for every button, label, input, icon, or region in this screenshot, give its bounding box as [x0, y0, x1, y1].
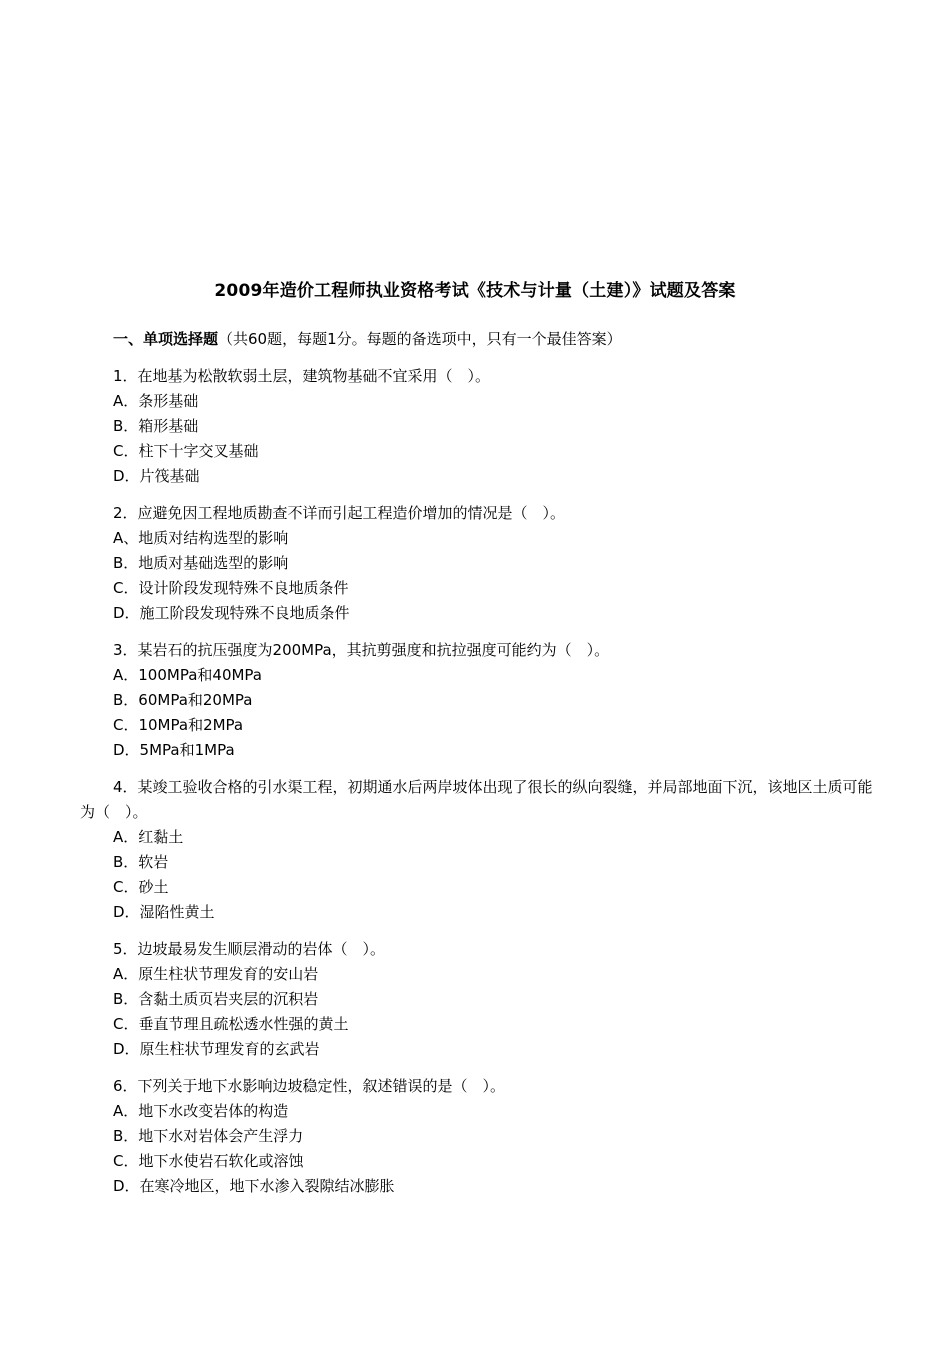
- section-note: （共60题，每题1分。每题的备选项中，只有一个最佳答案）: [218, 330, 622, 348]
- option-c: C．柱下十字交叉基础: [113, 442, 259, 460]
- question-stem: 6．下列关于地下水影响边坡稳定性，叙述错误的是（ ）。: [113, 1077, 506, 1095]
- option-b: B．箱形基础: [113, 417, 199, 435]
- question-list: [80, 364, 875, 1211]
- option-a: A．100MPa和40MPa: [113, 666, 262, 684]
- question-stem: 3．某岩石的抗压强度为200MPa，其抗剪强度和抗拉强度可能约为（ ）。: [113, 641, 610, 659]
- question-stem: 1．在地基为松散软弱土层，建筑物基础不宜采用（ ）。: [113, 367, 491, 385]
- option-b: B．60MPa和20MPa: [113, 691, 253, 709]
- question-6: [80, 1074, 875, 1199]
- option-d: D．片筏基础: [113, 467, 200, 485]
- option-d: D．在寒冷地区，地下水渗入裂隙结冰膨胀: [113, 1177, 395, 1195]
- option-b: B．软岩: [113, 853, 169, 871]
- question-stem: 2．应避免因工程地质勘查不详而引起工程造价增加的情况是（ ）。: [113, 504, 566, 522]
- question-5: [80, 937, 875, 1062]
- option-b: B．地质对基础选型的影响: [113, 554, 289, 572]
- option-a: A．地下水改变岩体的构造: [113, 1102, 289, 1120]
- option-c: C．地下水使岩石软化或溶蚀: [113, 1152, 304, 1170]
- question-stem: 5．边坡最易发生顺层滑动的岩体（ ）。: [113, 940, 386, 958]
- option-a: A．条形基础: [113, 392, 199, 410]
- option-d: D．湿陷性黄土: [113, 903, 215, 921]
- document-title: 2009年造价工程师执业资格考试《技术与计量（土建）》试题及答案: [214, 281, 736, 301]
- question-stem: 4．某竣工验收合格的引水渠工程，初期通水后两岸坡体出现了很长的纵向裂缝，并局部地面下沉，该地区土质可能为（ ）。: [80, 778, 873, 821]
- option-c: C．10MPa和2MPa: [113, 716, 244, 734]
- option-c: C．垂直节理且疏松透水性强的黄土: [113, 1015, 349, 1033]
- question-3: [80, 638, 875, 763]
- question-2: [80, 501, 875, 626]
- question-1: [80, 364, 875, 489]
- question-4: [80, 775, 875, 925]
- option-c: C．设计阶段发现特殊不良地质条件: [113, 579, 349, 597]
- option-b: B．地下水对岩体会产生浮力: [113, 1127, 304, 1145]
- option-d: D．原生柱状节理发育的玄武岩: [113, 1040, 320, 1058]
- option-d: D．施工阶段发现特殊不良地质条件: [113, 604, 350, 622]
- option-c: C．砂土: [113, 878, 169, 896]
- option-d: D．5MPa和1MPa: [113, 741, 235, 759]
- section-label: 一、单项选择题: [113, 330, 219, 348]
- option-a: A．红黏土: [113, 828, 184, 846]
- section-heading: [113, 327, 873, 351]
- option-a: A．原生柱状节理发育的安山岩: [113, 965, 319, 983]
- option-a: A、地质对结构选型的影响: [113, 529, 289, 547]
- option-b: B．含黏土质页岩夹层的沉积岩: [113, 990, 319, 1008]
